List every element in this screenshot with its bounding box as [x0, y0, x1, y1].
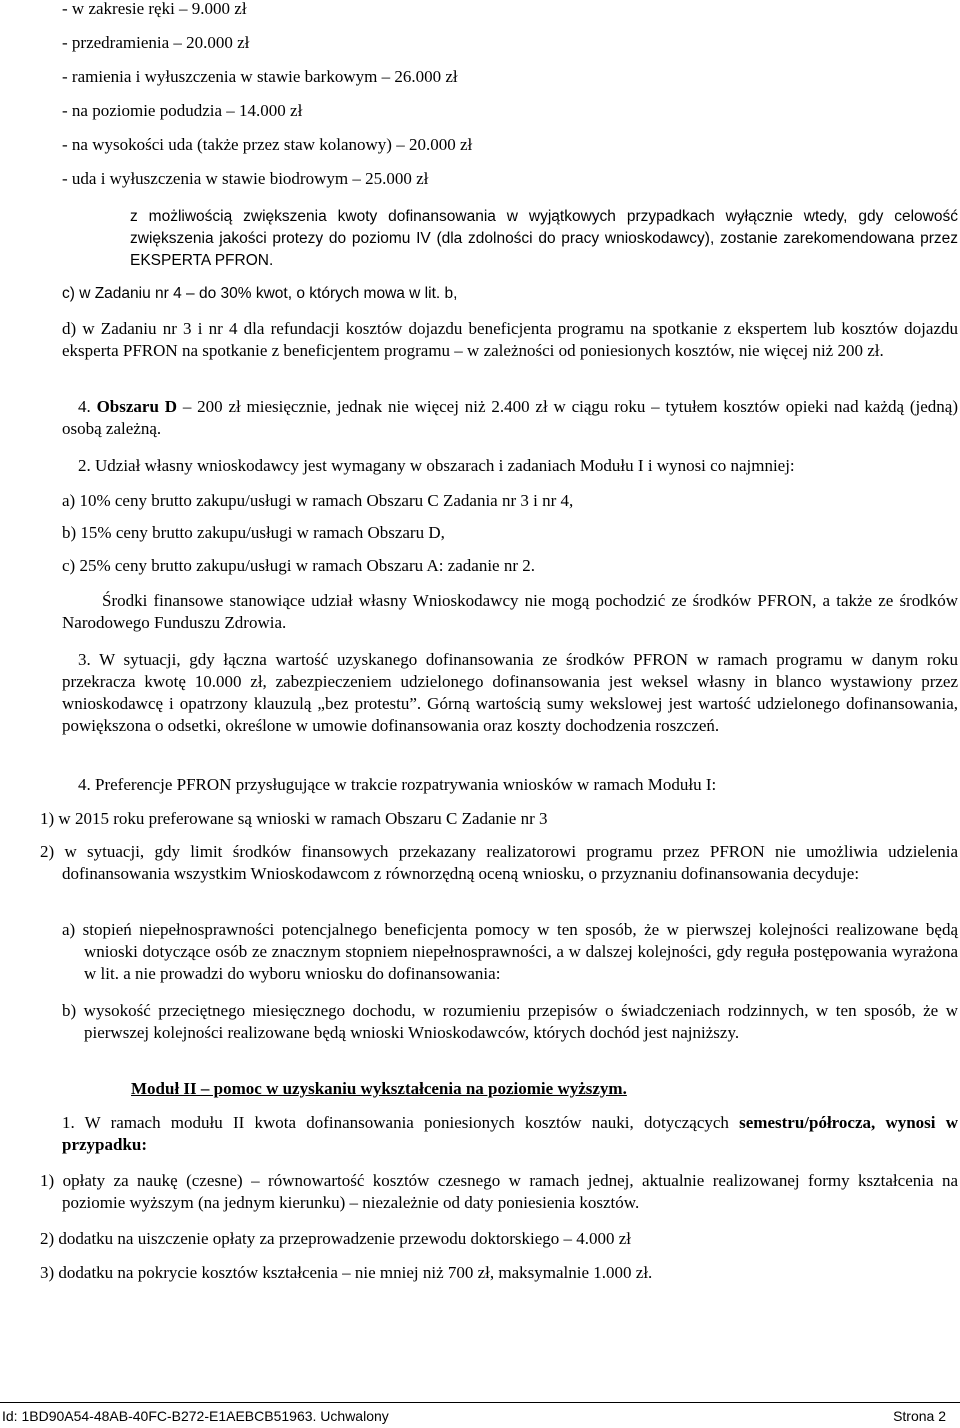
point-4-number: 4.: [78, 397, 91, 416]
section-2-note: Środki finansowe stanowiące udział własny Wnioskodawcy nie mogą pochodzić ze środków PFRON, a także ze środków Narodowego Funduszu Zdrowia.: [62, 591, 958, 632]
module-2-item-3: 3) dodatku na pokrycie kosztów kształcenia – nie mniej niż 700 zł, maksymalnie 1.000 zł.: [40, 1263, 653, 1282]
section-2-c: c) 25% ceny brutto zakupu/usługi w ramach Obszaru A: zadanie nr 2.: [62, 556, 536, 575]
module-2-point-1-text: 1. W ramach modułu II kwota dofinansowania poniesionych kosztów nauki, dotyczących: [62, 1113, 740, 1132]
list-item: - na poziomie podudzia – 14.000 zł: [62, 101, 303, 120]
section-4-point-2: 2) w sytuacji, gdy limit środków finansowych przekazany realizatorowi programu przez PFRON nie umożliwia udzielenia dofinansowania wszystkim Wnioskodawcom z równorzędną oceną wniosku, o przyznaniu dofinansowania decyduje:: [40, 842, 958, 883]
footer-divider: [0, 1402, 960, 1403]
list-item: - ramienia i wyłuszczenia w stawie barkowym – 26.000 zł: [62, 67, 458, 86]
point-4: [62, 396, 958, 440]
point-4-area: Obszaru D: [96, 397, 178, 416]
list-item: - w zakresie ręki – 9.000 zł: [62, 0, 247, 18]
expert-note: z możliwością zwiększenia kwoty dofinansowania w wyjątkowych przypadkach wyłącznie wtedy, gdy celowość zwiększenia jakości protezy do poziomu IV (dla zdolności do pracy wnioskodawcy), zostanie zarekomendowana przez EKSPERTA PFRON.: [130, 208, 958, 269]
list-item: - przedramienia – 20.000 zł: [62, 33, 250, 52]
document-id: Id: 1BD90A54-48AB-40FC-B272-E1AEBCB51963. Uchwalony: [2, 1408, 389, 1424]
list-item: - na wysokości uda (także przez staw kolanowy) – 20.000 zł: [62, 135, 473, 154]
section-4-point-1: 1) w 2015 roku preferowane są wnioski w ramach Obszaru C Zadanie nr 3: [40, 809, 548, 828]
point-4-text: – 200 zł miesięcznie, jednak nie więcej niż 2.400 zł w ciągu roku – tytułem kosztów opieki nad każdą (jedną) osobą zależną.: [62, 397, 958, 438]
module-2-point-1-bold: semestru/półrocza, wynosi w przypadku:: [62, 1113, 958, 1154]
section-2-a: a) 10% ceny brutto zakupu/usługi w ramach Obszaru C Zadania nr 3 i nr 4,: [62, 491, 574, 510]
module-2-item-2: 2) dodatku na uiszczenie opłaty za przeprowadzenie przewodu doktorskiego – 4.000 zł: [40, 1229, 632, 1248]
section-4-intro: 4. Preferencje PFRON przysługujące w trakcie rozpatrywania wniosków w ramach Modułu I:: [78, 775, 717, 794]
section-2-b: b) 15% ceny brutto zakupu/usługi w ramach Obszaru D,: [62, 523, 445, 542]
list-item: - uda i wyłuszczenia w stawie biodrowym – 25.000 zł: [62, 169, 429, 188]
module-2-item-1: 1) opłaty za naukę (czesne) – równowartość kosztów czesnego w ramach jednej, aktualnie realizowanej formy kształcenia na poziomie wyższym (na jednym kierunku) – niezależnie od daty poniesienia kosztów.: [40, 1171, 958, 1212]
section-3: 3. W sytuacji, gdy łączna wartość uzyskanego dofinansowania ze środków PFRON w ramach programu w danym roku przekracza kwotę 10.000 zł, zabezpieczeniem udzielonego dofinansowania jest weksel własny in blanco wystawiony przez wnioskodawcę i opatrzony klauzulą „bez protestu”. Górną wartością sumy wekslowej jest wartość udzielonego dofinansowania, powiększona o odsetki, określone w umowie dofinansowania oraz koszty dochodzenia roszczeń.: [62, 650, 958, 735]
item-d: [62, 318, 958, 362]
section-4-a: a) stopień niepełnosprawności potencjalnego beneficjenta pomocy w ten sposób, że w pierwszej kolejności realizowane będą wnioski dotyczące osób ze znacznym stopniem niepełnosprawności, a w dalszej kolejności, gdy reguła postępowania wyrażona w lit. a nie prowadzi do wyboru wniosku do dofinansowania:: [62, 920, 958, 983]
section-4-b: b) wysokość przeciętnego miesięcznego dochodu, w rozumieniu przepisów o świadczeniach rodzinnych, w ten sposób, że w pierwszej kolejności realizowane będą wnioski Wnioskodawców, których dochód jest najniższy.: [62, 1001, 958, 1042]
section-2-intro: 2. Udział własny wnioskodawcy jest wymagany w obszarach i zadaniach Modułu I i wynosi co najmniej:: [78, 456, 795, 475]
item-d-text: d) w Zadaniu nr 3 i nr 4 dla refundacji kosztów dojazdu beneficjenta programu na spotkanie z ekspertem lub kosztów dojazdu eksperta PFRON na spotkanie z beneficjentem programu – w zależności od poniesionych kosztów, nie więcej niż 200 zł.: [62, 319, 958, 360]
module-2-point-1: [62, 1112, 958, 1156]
item-c: c) w Zadaniu nr 4 – do 30% kwot, o których mowa w lit. b,: [62, 285, 458, 302]
module-2-heading: Moduł II – pomoc w uzyskaniu wykształcenia na poziomie wyższym.: [131, 1079, 627, 1098]
page-number: Strona 2: [893, 1408, 946, 1424]
